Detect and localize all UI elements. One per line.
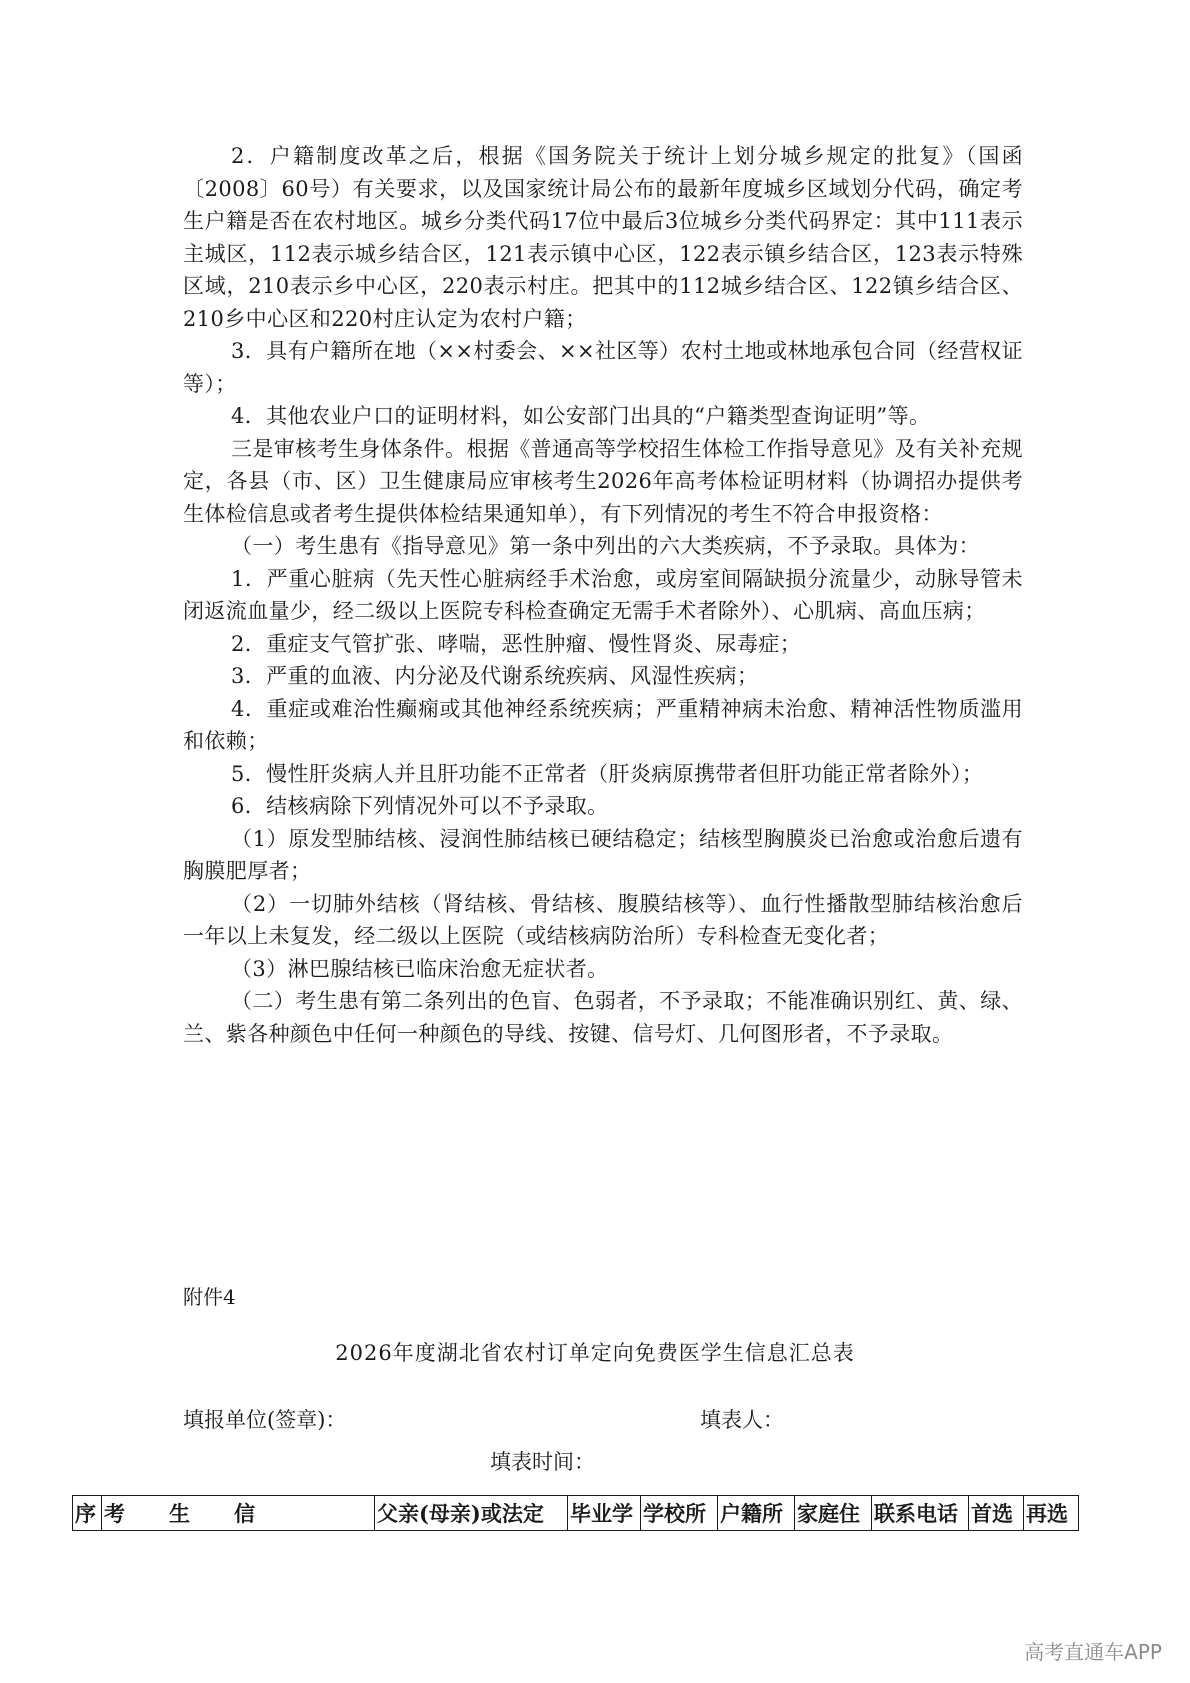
table-header-row xyxy=(73,1496,1079,1531)
fill-unit-label: 填报单位(签章)： xyxy=(183,1408,347,1432)
paragraph-epilepsy: 4．重症或难治性癫痫或其他神经系统疾病；严重精神病未治愈、精神活性物质滥用和依赖； xyxy=(183,696,1023,753)
paragraph-tb-case-2: （2）一切肺外结核（肾结核、骨结核、腹膜结核等）、血行性播散型肺结核治愈后一年以上未复发，经二级以上医院（或结核病防治所）专科检查无变化者； xyxy=(183,891,1023,948)
paragraph-bronchiectasis: 2．重症支气管扩张、哮喘，恶性肿瘤、慢性肾炎、尿毒症； xyxy=(231,631,802,656)
table-header-cell: 毕业学 xyxy=(568,1496,641,1531)
table-header-cell: 户籍所 xyxy=(718,1496,795,1531)
paragraph-hukou-reform: 2．户籍制度改革之后，根据《国务院关于统计上划分城乡规定的批复》（国函〔2008〕60号）有关要求，以及国家统计局公布的最新年度城乡区域划分代码，确定考生户籍是否在农村地区。城乡分类代码17位中最后3位城乡分类代码界定：其中111表示主城区，112表示城乡结合区，121表示镇中心区，122表示镇乡结合区，123表示特殊区域，210表示乡中心区，220表示村庄。把其中的112城乡结合区、122镇乡结合区、210乡中心区和220村庄认定为农村户籍； xyxy=(183,144,1023,331)
body-text xyxy=(183,140,1023,1050)
fill-time-label: 填表时间： xyxy=(490,1450,595,1474)
paragraph-tb-case-1: （1）原发型肺结核、浸润性肺结核已硬结稳定；结核型胸膜炎已治愈或治愈后遗有胸膜肥厚者； xyxy=(183,826,1023,883)
attachment-label: 附件4 xyxy=(183,1285,236,1309)
paragraph-six-diseases: （一）考生患有《指导意见》第一条中列出的六大类疾病，不予录取。具体为： xyxy=(231,534,980,558)
summary-table xyxy=(72,1495,1079,1531)
paragraph-physical-check: 三是审核考生身体条件。根据《普通高等学校招生体检工作指导意见》及有关补充规定，各县（市、区）卫生健康局应审核考生2026年高考体检证明材料（协调招办提供考生体检信息或者考生提供体检结果通知单），有下列情况的考生不符合申报资格： xyxy=(183,436,1023,526)
paragraph-land-contract: 3．具有户籍所在地（××村委会、××社区等）农村土地或林地承包合同（经营权证等）； xyxy=(183,339,1023,396)
table-header-cell: 家庭住 xyxy=(795,1496,872,1531)
table-header-cell: 联系电话 xyxy=(872,1496,969,1531)
paragraph-tb-case-3: （3）淋巴腺结核已临床治愈无症状者。 xyxy=(231,956,609,981)
table-header-cell: 学校所 xyxy=(641,1496,718,1531)
paragraph-hepatitis: 5．慢性肝炎病人并且肝功能不正常者（肝炎病原携带者但肝功能正常者除外）； xyxy=(231,761,984,786)
paragraph-blood-disease: 3．严重的血液、内分泌及代谢系统疾病、风湿性疾病； xyxy=(231,664,759,688)
watermark: 高考直通车APP xyxy=(1024,1640,1162,1664)
table-header-cell: 序 xyxy=(73,1496,102,1531)
form-title: 2026年度湖北省农村订单定向免费医学生信息汇总表 xyxy=(335,1341,855,1365)
paragraph-other-proof: 4．其他农业户口的证明材料，如公安部门出具的“户籍类型查询证明”等。 xyxy=(231,404,931,428)
table-header-cell: 再选 xyxy=(1024,1496,1079,1531)
table-header-cell: 考生信 xyxy=(102,1496,375,1531)
paragraph-color-blindness: （二）考生患有第二条列出的色盲、色弱者，不予录取；不能准确识别红、黄、绿、兰、紫各种颜色中任何一种颜色的导线、按键、信号灯、几何图形者，不予录取。 xyxy=(183,989,1023,1046)
paragraph-tuberculosis: 6．结核病除下列情况外可以不予录取。 xyxy=(231,794,609,818)
table-header-cell: 父亲(母亲)或法定 xyxy=(375,1496,568,1531)
paragraph-heart-disease: 1．严重心脏病（先天性心脏病经手术治愈，或房室间隔缺损分流量少，动脉导管未闭返流血量少，经二级以上医院专科检查确定无需手术者除外）、心肌病、高血压病； xyxy=(183,566,1023,623)
fill-person-label: 填表人： xyxy=(700,1408,784,1432)
table-header-cell: 首选 xyxy=(969,1496,1024,1531)
